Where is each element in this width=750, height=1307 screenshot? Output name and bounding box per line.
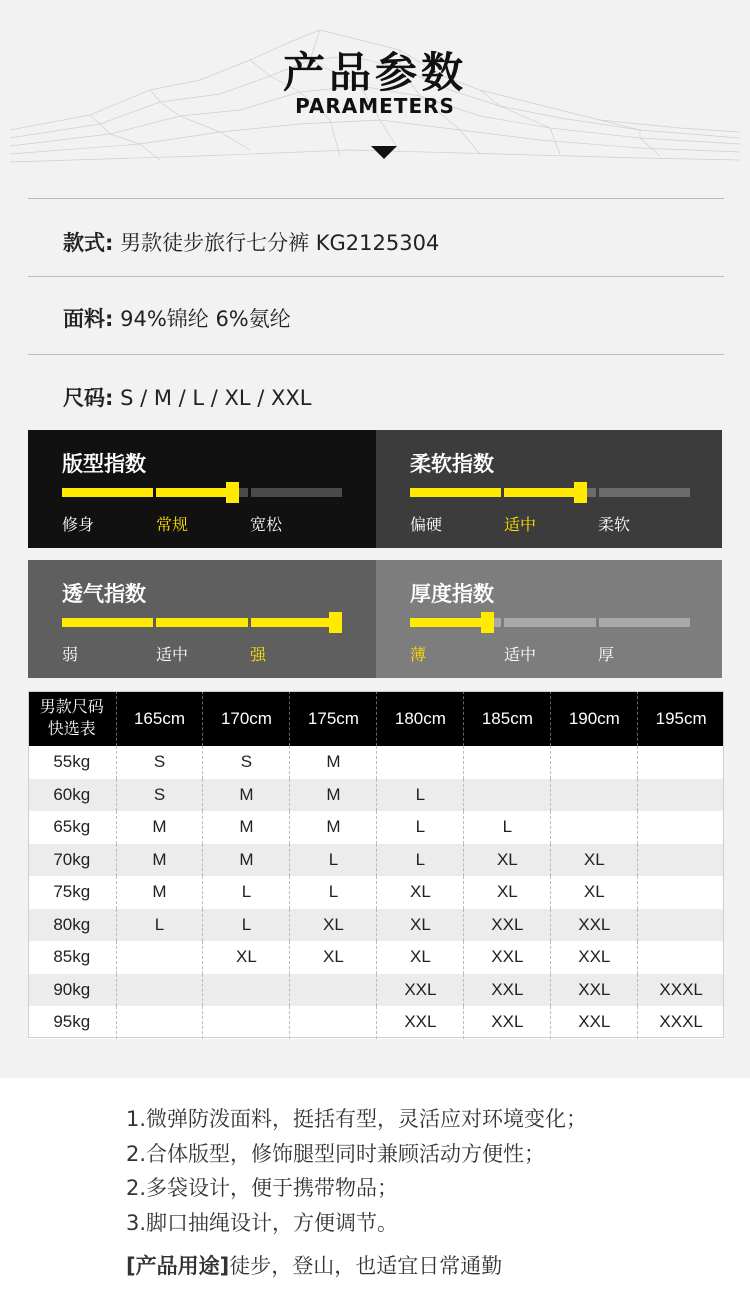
divider [28, 198, 724, 199]
size-cell: M [116, 844, 203, 877]
size-cell: XL [551, 876, 638, 909]
panel-title: 版型指数 [62, 452, 146, 476]
size-cell: XXL [551, 941, 638, 974]
page-title: 产品参数 [282, 48, 467, 97]
param-value: 94%锦纶 6%氨纶 [120, 307, 291, 331]
weight-cell: 70kg [28, 844, 116, 877]
size-cell [638, 844, 724, 877]
breathability-index-panel [28, 560, 376, 678]
bar-fill-segment [410, 618, 491, 627]
size-cell [638, 876, 724, 909]
size-cell: M [290, 811, 377, 844]
index-label: 偏硬 [410, 515, 443, 534]
size-cell: L [377, 811, 464, 844]
bar-fill-segment [62, 618, 153, 627]
divider [28, 276, 724, 277]
divider [28, 354, 724, 355]
param-key: 尺码: [63, 386, 114, 410]
index-bar [410, 618, 690, 627]
height-header: 180cm [377, 691, 464, 746]
weight-cell: 95kg [28, 1006, 116, 1039]
index-label: 弱 [62, 645, 79, 664]
usage-key: [产品用途] [126, 1254, 230, 1278]
table-row [28, 974, 724, 1007]
size-cell: M [203, 844, 290, 877]
param-value: S / M / L / XL / XXL [120, 386, 312, 410]
size-cell [638, 941, 724, 974]
bar-track-segment [504, 618, 595, 627]
size-cell: XXXL [638, 1006, 724, 1039]
size-cell: XXL [551, 1006, 638, 1039]
size-cell: XL [377, 876, 464, 909]
size-cell [116, 941, 203, 974]
size-cell: XL [290, 909, 377, 942]
bar-marker [481, 612, 494, 633]
corner-line: 快选表 [47, 720, 96, 738]
feature-item: 2.多袋设计，便于携带物品； [126, 1176, 399, 1200]
index-label: 厚 [598, 645, 615, 664]
param-value: 男款徒步旅行七分裤 KG2125304 [120, 231, 440, 255]
feature-item: 3.脚口抽绳设计，方便调节。 [126, 1210, 399, 1235]
size-cell [638, 909, 724, 942]
feature-item: 2.合体版型，修饰腿型同时兼顾活动方便性； [126, 1141, 546, 1166]
size-cell: M [290, 746, 377, 779]
index-bar [62, 488, 342, 497]
size-quick-select-table [28, 691, 724, 1039]
weight-cell: 85kg [28, 941, 116, 974]
index-label: 薄 [410, 645, 427, 664]
panel-title: 透气指数 [62, 582, 146, 606]
height-header: 185cm [464, 691, 551, 746]
size-cell [638, 746, 724, 779]
bar-fill-segment [62, 488, 153, 497]
triangle-down-icon [371, 146, 397, 159]
panel-title: 柔软指数 [410, 452, 494, 476]
index-label: 常规 [156, 515, 189, 534]
height-header: 165cm [116, 691, 203, 746]
size-cell: S [116, 779, 203, 812]
bar-marker [226, 482, 239, 503]
bar-fill-segment [156, 488, 235, 497]
size-cell [551, 811, 638, 844]
size-cell: L [464, 811, 551, 844]
softness-index-panel [376, 430, 722, 548]
feature-list [126, 1102, 587, 1240]
size-cell: XXL [551, 909, 638, 942]
size-cell: M [290, 779, 377, 812]
size-cell [290, 1006, 377, 1039]
index-label: 修身 [62, 515, 95, 534]
param-key: 款式: [63, 231, 114, 255]
size-cell: XXL [377, 1006, 464, 1039]
size-cell [551, 779, 638, 812]
table-row [28, 779, 724, 812]
size-cell: M [116, 876, 203, 909]
height-header: 170cm [203, 691, 290, 746]
size-cell: S [203, 746, 290, 779]
param-fabric [63, 303, 291, 333]
param-size [63, 382, 312, 412]
size-cell: XL [464, 844, 551, 877]
size-cell: M [203, 811, 290, 844]
size-cell: L [377, 779, 464, 812]
table-row [28, 746, 724, 779]
size-cell [116, 1006, 203, 1039]
size-cell: XL [551, 844, 638, 877]
table-row [28, 909, 724, 942]
weight-cell: 55kg [28, 746, 116, 779]
weight-cell: 90kg [28, 974, 116, 1007]
bar-marker [574, 482, 587, 503]
product-usage [126, 1250, 502, 1280]
table-header-row [28, 691, 724, 746]
bar-fill-segment [410, 488, 501, 497]
size-cell: L [116, 909, 203, 942]
weight-cell: 65kg [28, 811, 116, 844]
bar-fill-segment [156, 618, 247, 627]
size-cell: XXL [464, 941, 551, 974]
param-style [63, 227, 439, 257]
usage-value: 徒步，登山，也适宜日常通勤 [229, 1254, 503, 1278]
weight-cell: 75kg [28, 876, 116, 909]
size-cell [551, 746, 638, 779]
table-corner-header [28, 691, 116, 746]
corner-line: 男款尺码 [39, 698, 104, 716]
bar-track-segment [599, 618, 690, 627]
size-cell [377, 746, 464, 779]
page-subtitle: PARAMETERS [295, 94, 455, 118]
index-label: 适中 [504, 645, 537, 664]
thickness-index-panel [376, 560, 722, 678]
weight-cell: 60kg [28, 779, 116, 812]
size-cell: XL [290, 941, 377, 974]
size-cell: XXL [464, 909, 551, 942]
table-row [28, 876, 724, 909]
size-cell: M [116, 811, 203, 844]
size-cell: XXL [464, 974, 551, 1007]
index-bar [410, 488, 690, 497]
bar-track-segment [251, 488, 342, 497]
size-cell: L [290, 844, 377, 877]
panel-title: 厚度指数 [410, 582, 494, 606]
table-row [28, 941, 724, 974]
size-cell: XL [464, 876, 551, 909]
size-cell: XXL [377, 974, 464, 1007]
table-row [28, 811, 724, 844]
size-cell [638, 811, 724, 844]
index-label: 强 [250, 645, 267, 664]
index-bar [62, 618, 342, 627]
size-cell: XXXL [638, 974, 724, 1007]
size-cell [203, 1006, 290, 1039]
size-cell: L [203, 909, 290, 942]
size-cell: L [377, 844, 464, 877]
size-cell: XL [377, 909, 464, 942]
index-label: 适中 [504, 515, 537, 534]
height-header: 195cm [638, 691, 724, 746]
feature-item: 1.微弹防泼面料，挺括有型，灵活应对环境变化； [126, 1107, 588, 1131]
size-cell: L [203, 876, 290, 909]
height-header: 190cm [551, 691, 638, 746]
bar-track-segment [599, 488, 690, 497]
size-cell [203, 974, 290, 1007]
size-cell: L [290, 876, 377, 909]
param-key: 面料: [63, 307, 114, 331]
index-label: 宽松 [250, 515, 283, 534]
index-label: 适中 [156, 645, 189, 664]
fit-index-panel [28, 430, 376, 548]
bar-marker [329, 612, 342, 633]
table-row [28, 1006, 724, 1039]
table-row [28, 844, 724, 877]
size-cell [116, 974, 203, 1007]
size-cell: XXL [551, 974, 638, 1007]
size-cell: S [116, 746, 203, 779]
size-cell [464, 746, 551, 779]
size-cell [464, 779, 551, 812]
size-cell: M [203, 779, 290, 812]
size-cell [638, 779, 724, 812]
index-label: 柔软 [598, 515, 631, 534]
weight-cell: 80kg [28, 909, 116, 942]
size-cell: XL [203, 941, 290, 974]
size-cell: XL [377, 941, 464, 974]
size-cell [290, 974, 377, 1007]
size-cell: XXL [464, 1006, 551, 1039]
bar-fill-segment [504, 488, 583, 497]
height-header: 175cm [290, 691, 377, 746]
